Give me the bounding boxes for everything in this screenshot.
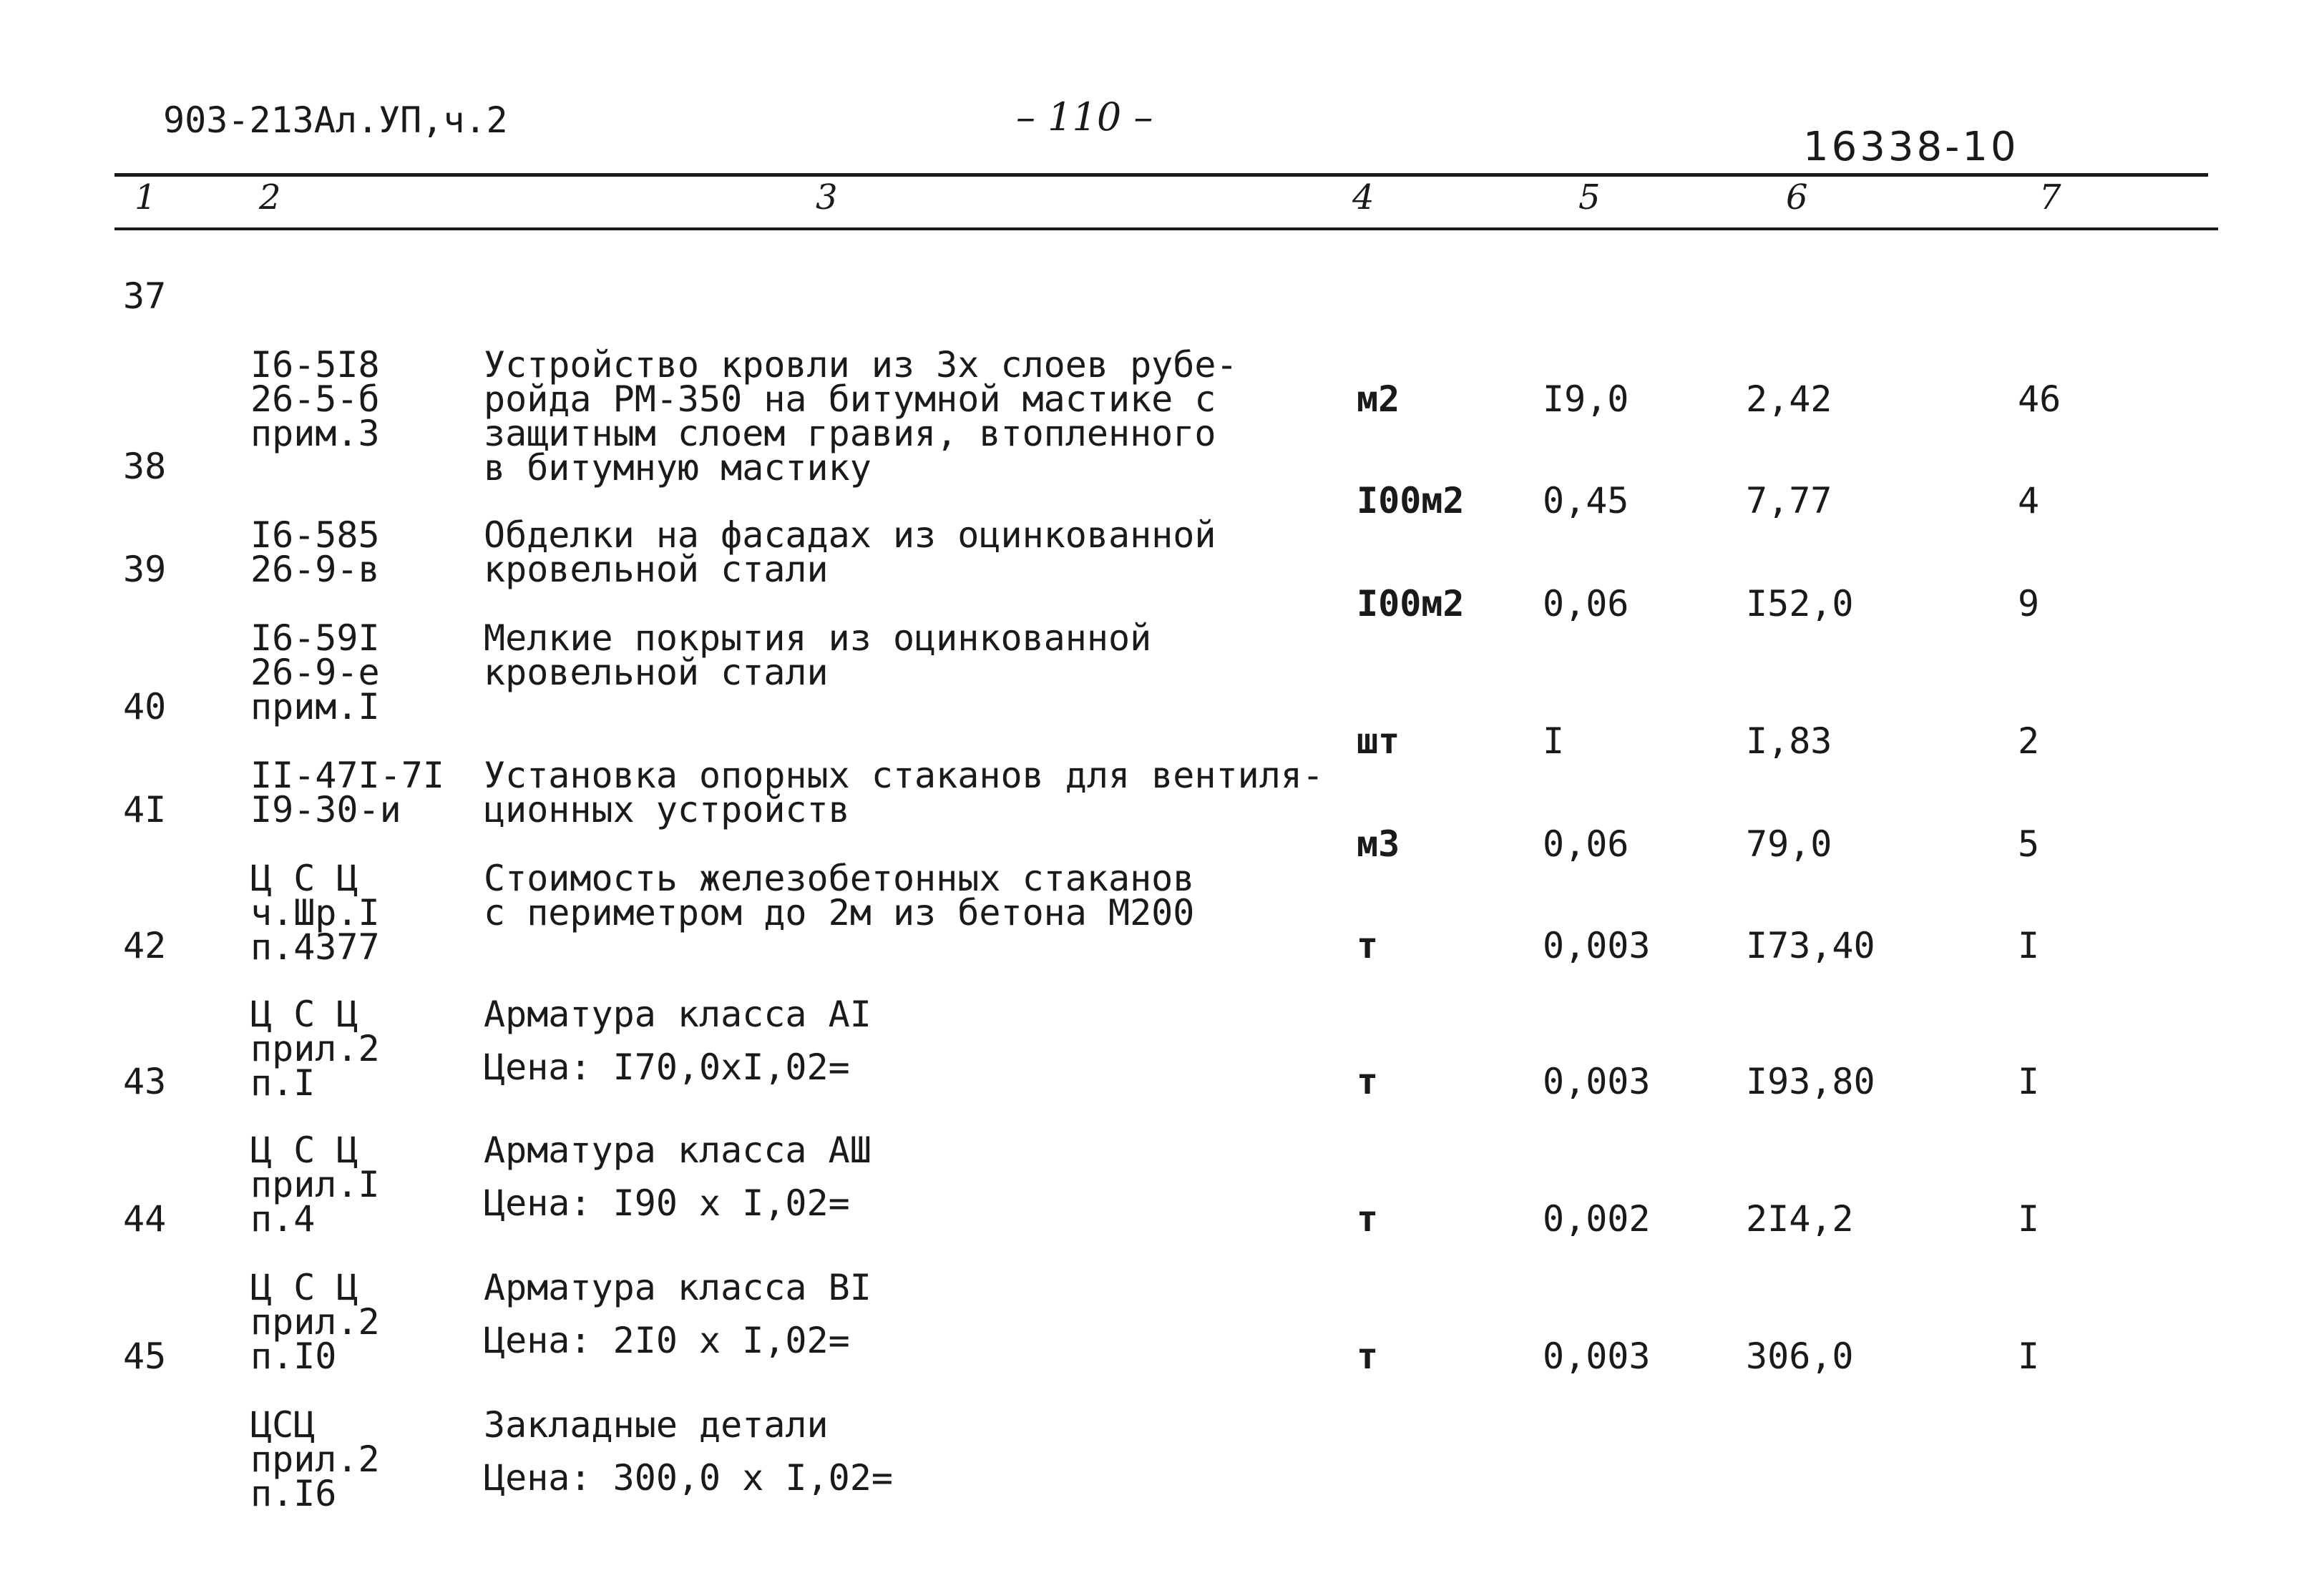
column-header-2: 2 bbox=[259, 177, 281, 217]
total-cost: 9 bbox=[2018, 583, 2040, 624]
row-number: 44 bbox=[123, 1198, 167, 1240]
unit: шт bbox=[1357, 720, 1400, 762]
total-cost: 46 bbox=[2018, 378, 2061, 420]
column-header-3: 3 bbox=[816, 177, 838, 217]
norm-code: II-47I-7I I9-30-и bbox=[250, 755, 444, 830]
document-code: 903-213Ал.УП,ч.2 bbox=[163, 99, 508, 141]
column-header-6: 6 bbox=[1786, 177, 1808, 217]
unit-price: 2,42 bbox=[1746, 378, 1832, 420]
column-header-1: 1 bbox=[135, 177, 157, 217]
work-description: Обделки на фасадах из оцинкованной кровельной стали bbox=[484, 514, 1216, 590]
row-number: 45 bbox=[123, 1335, 167, 1377]
row-number: 37 bbox=[123, 275, 167, 317]
norm-code: Ц С Ц прил.2 п.I0 bbox=[250, 1267, 380, 1377]
quantity: 0,003 bbox=[1543, 1061, 1651, 1102]
work-description: Установка опорных стаканов для вентиля- ционных устройств bbox=[484, 755, 1324, 830]
table-header-rule bbox=[114, 227, 2218, 230]
unit: т bbox=[1357, 1061, 1379, 1102]
total-cost: I bbox=[2018, 1335, 2040, 1377]
unit: I00м2 bbox=[1357, 480, 1465, 521]
unit-price: 7,77 bbox=[1746, 480, 1832, 521]
unit-price: I73,40 bbox=[1746, 925, 1875, 966]
unit-price: I,83 bbox=[1746, 720, 1832, 762]
work-description: Арматура класса ВI Цена: 2I0 х I,02= bbox=[484, 1267, 872, 1361]
quantity: 0,002 bbox=[1543, 1198, 1651, 1240]
unit-price: I93,80 bbox=[1746, 1061, 1875, 1102]
total-cost: 4 bbox=[2018, 480, 2040, 521]
quantity: 0,06 bbox=[1543, 583, 1629, 624]
price-formula: Цена: I90 х I,02= bbox=[484, 1182, 850, 1224]
unit: I00м2 bbox=[1357, 583, 1465, 624]
unit-price: 79,0 bbox=[1746, 823, 1832, 865]
norm-code: I6-59I 26-9-е прим.I bbox=[250, 617, 380, 727]
column-header-4: 4 bbox=[1352, 177, 1375, 217]
work-description: Арматура класса АШ Цена: I90 х I,02= bbox=[484, 1129, 872, 1224]
unit: т bbox=[1357, 925, 1379, 966]
row-number: 38 bbox=[123, 446, 167, 487]
unit: т bbox=[1357, 1198, 1379, 1240]
total-cost: I bbox=[2018, 1198, 2040, 1240]
unit-price: 2I4,2 bbox=[1746, 1198, 1854, 1240]
row-number: 43 bbox=[123, 1061, 167, 1102]
sheet-code: 16338-10 bbox=[1803, 124, 2019, 170]
unit-price: 306,0 bbox=[1746, 1335, 1854, 1377]
price-formula: Цена: 300,0 х I,02= bbox=[484, 1457, 893, 1499]
unit: м2 bbox=[1357, 378, 1400, 420]
row-number: 4I bbox=[123, 789, 167, 830]
total-cost: I bbox=[2018, 925, 2040, 966]
price-formula: Цена: I70,0хI,02= bbox=[484, 1047, 850, 1088]
table-top-rule bbox=[114, 173, 2208, 177]
norm-code: I6-585 26-9-в bbox=[250, 514, 380, 590]
quantity: 0,06 bbox=[1543, 823, 1629, 865]
work-description: Стоимость железобетонных стаканов с периметром до 2м из бетона М200 bbox=[484, 858, 1195, 933]
quantity: I bbox=[1543, 720, 1565, 762]
row-number: 39 bbox=[123, 549, 167, 590]
column-header-5: 5 bbox=[1578, 177, 1601, 217]
work-description: Закладные детали Цена: 300,0 х I,02= bbox=[484, 1404, 893, 1499]
work-description: Мелкие покрытия из оцинкованной кровельной стали bbox=[484, 617, 1152, 693]
total-cost: 2 bbox=[2018, 720, 2040, 762]
norm-code: Ц С Ц прил.2 п.I bbox=[250, 994, 380, 1104]
quantity: 0,45 bbox=[1543, 480, 1629, 521]
norm-code: I6-5I8 26-5-б прим.3 bbox=[250, 344, 380, 454]
norm-code: Ц С Ц прил.I п.4 bbox=[250, 1129, 380, 1240]
unit: м3 bbox=[1357, 823, 1400, 865]
total-cost: 5 bbox=[2018, 823, 2040, 865]
quantity: 0,003 bbox=[1543, 1335, 1651, 1377]
quantity: I9,0 bbox=[1543, 378, 1629, 420]
row-number: 42 bbox=[123, 925, 167, 966]
unit-price: I52,0 bbox=[1746, 583, 1854, 624]
work-description: Арматура класса АI Цена: I70,0хI,02= bbox=[484, 994, 872, 1088]
norm-code: Ц С Ц ч.Шр.I п.4377 bbox=[250, 858, 380, 968]
row-number: 40 bbox=[123, 686, 167, 727]
price-formula: Цена: 2I0 х I,02= bbox=[484, 1320, 850, 1361]
column-header-7: 7 bbox=[2039, 177, 2061, 217]
norm-code: ЦСЦ прил.2 п.I6 bbox=[250, 1404, 380, 1514]
quantity: 0,003 bbox=[1543, 925, 1651, 966]
page-number: – 110 – bbox=[1016, 94, 1153, 139]
unit: т bbox=[1357, 1335, 1379, 1377]
work-description: Устройство кровли из 3х слоев рубе- ройда РМ-350 на битумной мастике с защитным слоем гравия, втопленного в битумную мастику bbox=[484, 344, 1238, 489]
total-cost: I bbox=[2018, 1061, 2040, 1102]
